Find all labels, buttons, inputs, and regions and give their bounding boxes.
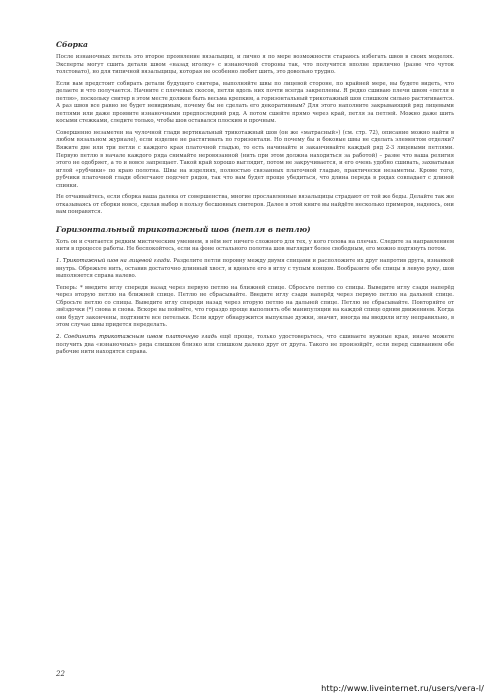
paragraph: После изнаночных петель это второе проявление вязальщиц, и лично я по мере возможности стараюсь избегать швов в своих моделях. Эксперты могут сшить детали швом «назад иголку» с изнаночной стороны так, что получится вполне прилично (разве что чуток толстовато), но для типичной вязальщицы, которая не особенно любит шить, это довольно трудно. [56,54,454,76]
paragraph-step-1 [56,258,454,281]
page-content [56,40,454,361]
paragraph: Не отчаивайтесь, если сборка ваша далека от совершенства, многие прославленные вязальщицы страдают от той же беды. Делайте так же отказываясь от сборки вовсе, сделав выбор в пользу бесшовных свитеров. Далее в этой книге вы найдёте несколько примеров, надеюсь, они вам понравятся. [56,194,454,216]
source-url[interactable]: http://www.liveinternet.ru/users/vera-l/ [321,683,484,693]
paragraph-step-2 [56,334,454,357]
section-heading-seam: Горизонтальный трикотажный шов (петля в петлю) [56,224,311,234]
page-number: 22 [56,670,65,678]
paragraph: Теперь: * введите иглу спереди назад через первую петлю на ближней спице. Сбросьте петлю со спицы. Выведите иглу сзади наперёд через вторую петлю на ближней спице. Петлю не сбрасывайте. Введите иглу сзади наперёд через первую петлю на дальней спице. Сбросьте петлю со спицы. Выведите иглу спереди назад через вторую петлю на дальней спице. Петлю не сбрасывайте. Повторяйте от звёздочки (*) снова и снова. Вскоре вы поймёте, что гораздо проще выполнять обе манипуляции на каждой спице одним движением. Когда они будут закончены, подтяните все петельки. Если вдруг обнаружится выпуклые дужки, значит, иногда вы вводили иглу неправильно, в этом случае швы придется переделать. [56,284,454,329]
paragraph: Если вам предстоит собирать детали будущего свитера, выполняйте швы по лицевой стороне, по крайней мере, вы будете видеть, что делаете и что получается. Начните с плечевых скосов, петли вдоль них почти всегда закреплены. Я редко сшиваю плечи швом «петля в петлю», поскольку свитер в этом месте должен быть весьма крепким, а горизонтальный трикотажный шов слишком сильно растягивается. А раз швов все равно не будет невидимым, почему бы не сделать его декоративным? Для этого наполните закрывающий ряд лицевыми петлями или даже проявите изнаночными предпоследний ряд. А потом сшейте прямо через край, петля за петлей. Можно даже шить косыми стежками, следите только, чтобы шов оставался плоским и прочным. [56,80,454,125]
paragraph: Хоть он и считается редким мистическим умением, в нём нет ничего сложного для тех, у кого голова на плечах. Следите за направлением нити в процессе работы. Не беспокойтесь, если на фоне остального полотна шов выглядит более свободным, его можно подтянуть потом. [56,238,454,253]
step-1-lead: 1. Трикотажный шов на лицевой глади. [56,258,172,265]
step-2-body: ещё проще, только удостоверьтесь, что сшиваете нужные края, иначе можете получить два «изнаночных» ряда слишком близко или слишком далеко друг от друга. Такого не произойдёт, если перед сшиванием обе рабочие нити находятся справа. [56,333,454,356]
step-1-body: Разделите петли поровну между двумя спицами и расположите их друг напротив друга, изнанкой внутрь. Обрежьте нить, оставив достаточно длинный хвост, и вденьте его в иглу с тупым концом. Вообразите обе спицы в левую руку, шов выполняется справа налево. [56,258,454,280]
paragraph: Совершенно незаметен на чулочной глади вертикальный трикотажный шов (он же «матрасный») (см. стр. 72), описание можно найти в любом вязальном журнале), если изделие не растягивать по горизонтали. Но почему бы и боковые швы не сделать элементом отделки? Вяжите две или три петли с каждого края платочной гладью, то есть начинайте и заканчивайте каждый ряд 2-3 лицевыми петлями. Первую петлю в начале каждого ряда снимайте неровязанной (нить при этом должна находиться за работой) – разве что ваша религия этого не одобряет, а то и вовсе запрещает. Такой край хорошо выглядит, потом не закручивается, и его очень удобно сшивать, захватывая иглой «рубчики» по краю полотна. Швы на изделиях, полностью связанных платочной гладью, практически незаметны. Кроме того, рубчики платочной глади облегчают подсчет рядов, так что вам будет проще убедиться, что длина переда в рядах совпадает с длиной спинки. [56,129,454,189]
step-2-lead: 2. Соединить трикотажным швом платочную гладь [56,333,218,340]
section-heading-assembly: Сборка [56,40,88,49]
